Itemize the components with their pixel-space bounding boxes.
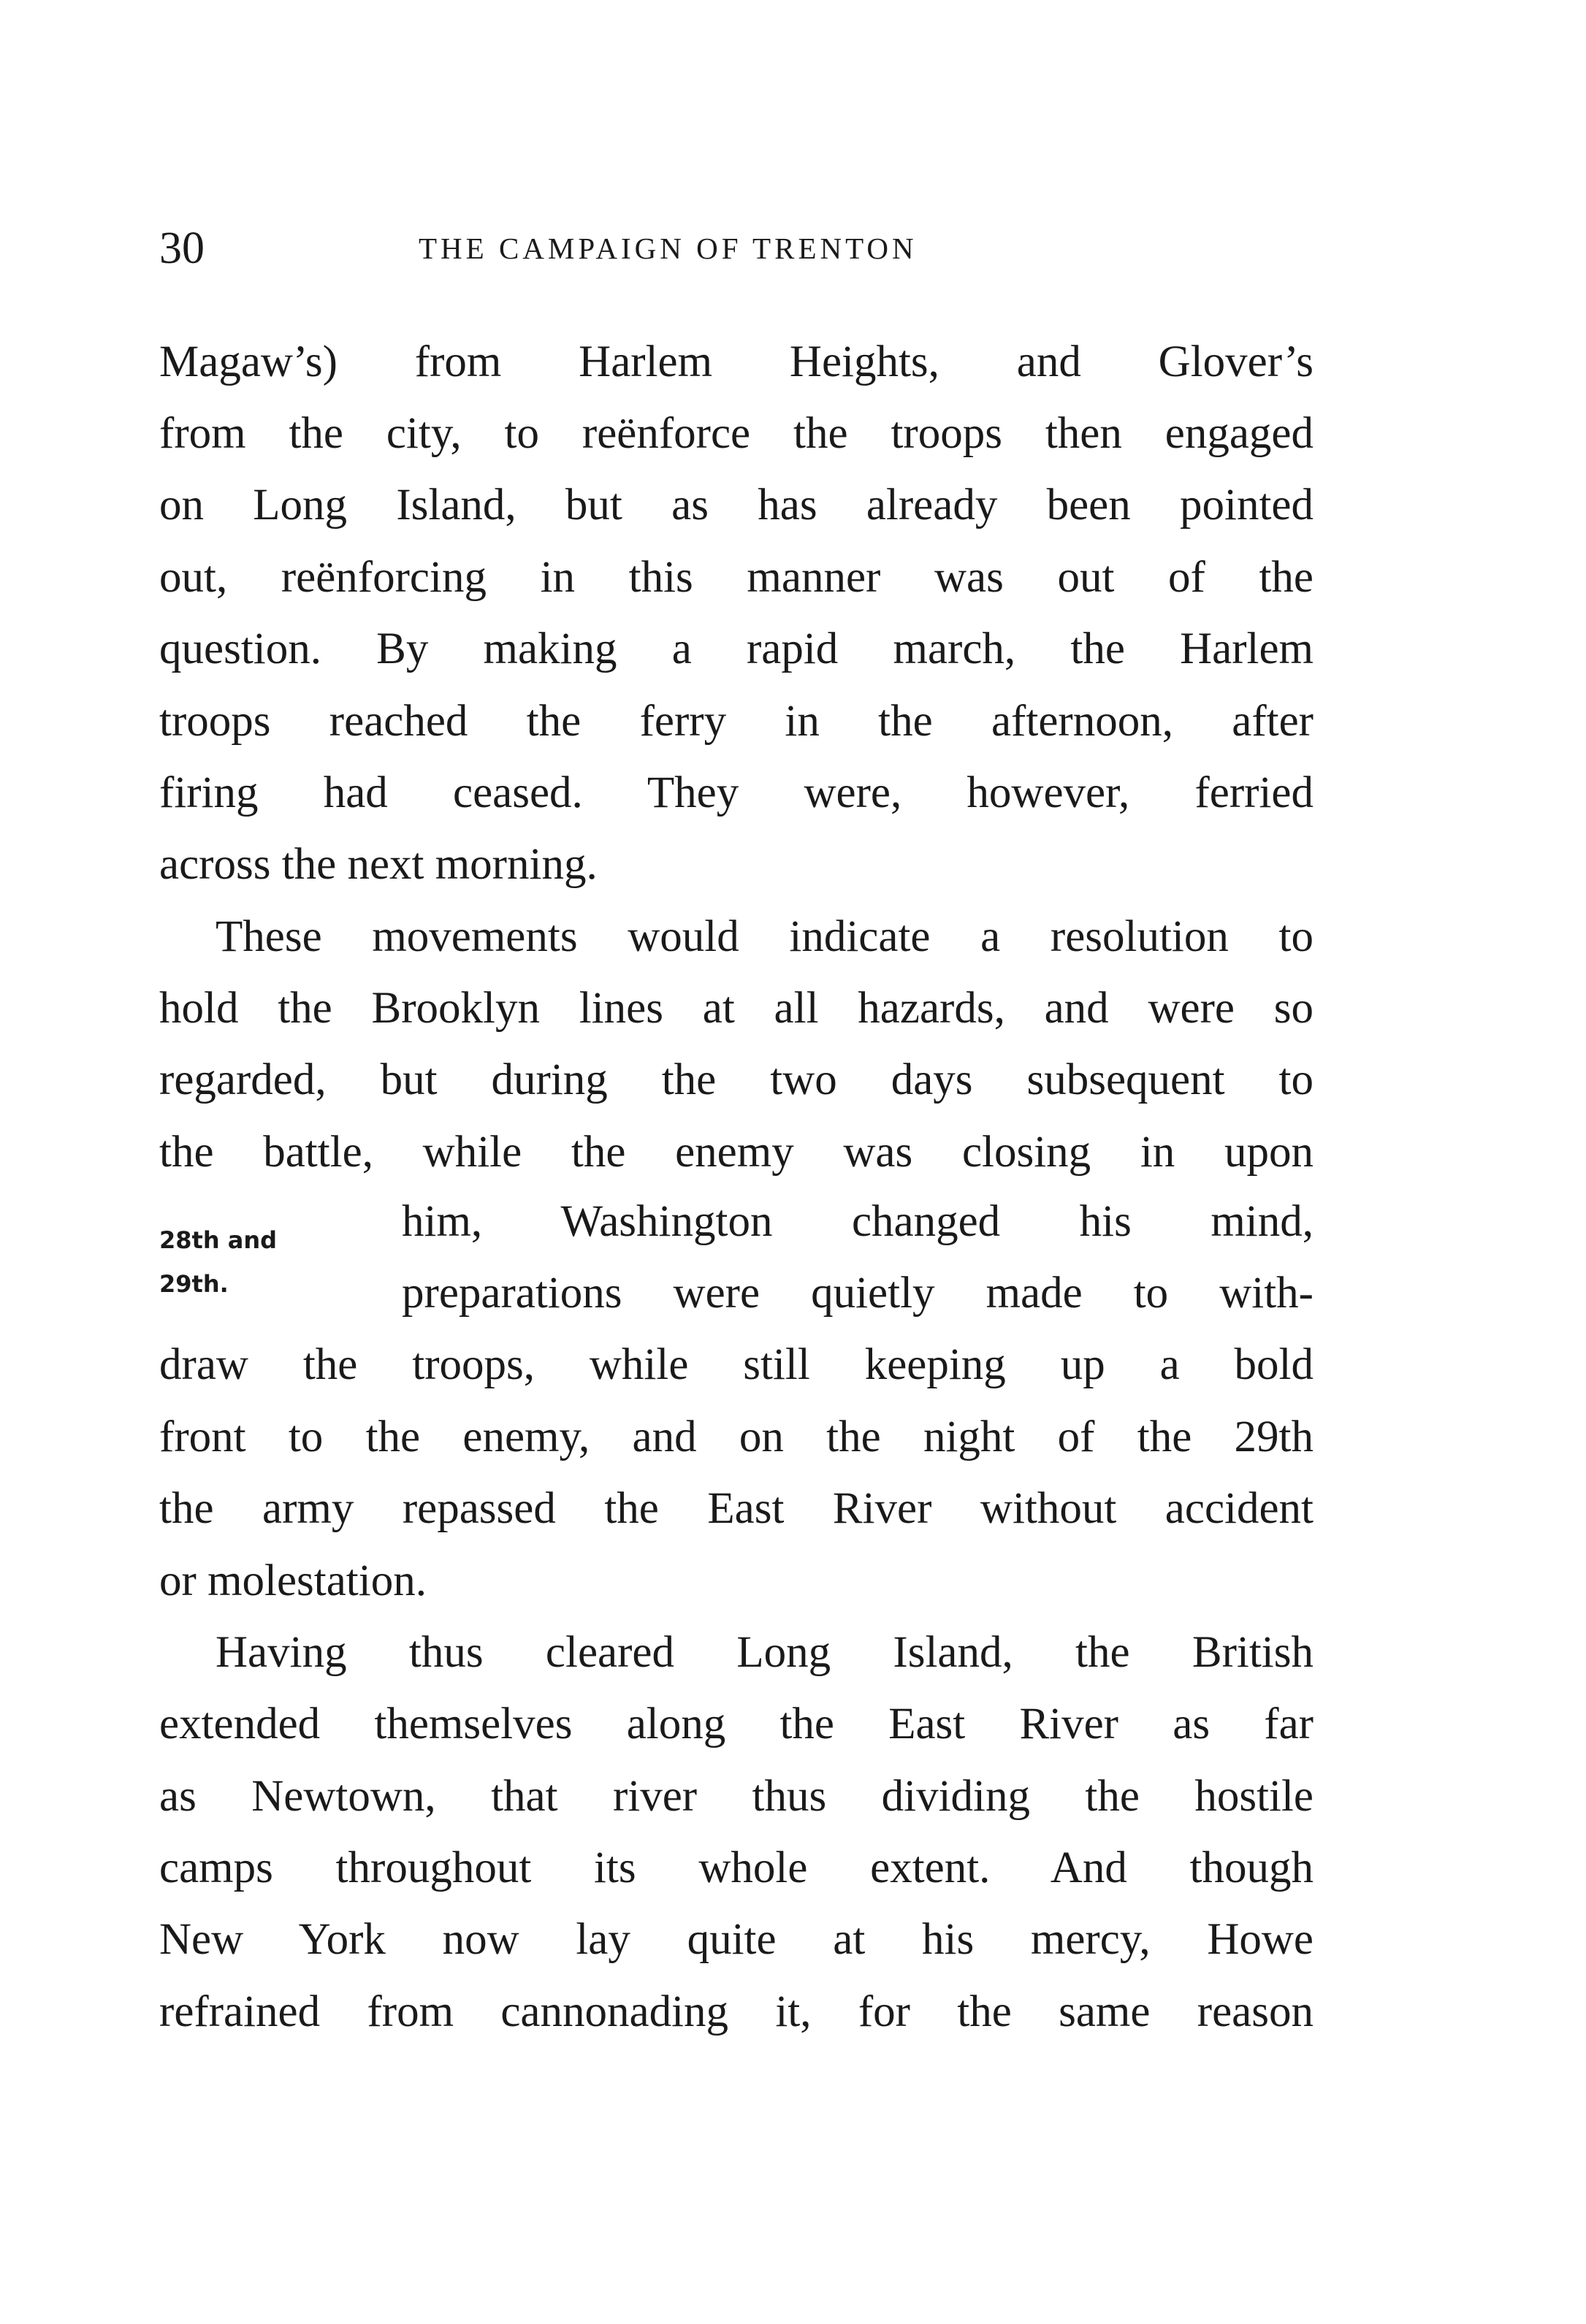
text-line: Having thus cleared Long Island, the British — [216, 1628, 1314, 1677]
text-line: troops reached the ferry in the afternoon, after — [159, 697, 1314, 746]
text-line: preparations were quietly made to with- — [402, 1269, 1314, 1318]
text-line: the army repassed the East River without accident — [159, 1484, 1314, 1533]
text-line: firing had ceased. They were, however, ferried — [159, 768, 1314, 817]
running-head — [159, 219, 1314, 278]
text-line: extended themselves along the East River as far — [159, 1700, 1314, 1748]
text-line: camps throughout its whole extent. And though — [159, 1843, 1314, 1892]
text-line: as Newtown, that river thus dividing the hostile — [159, 1772, 1314, 1821]
marginal-note-line-2: 29th. — [159, 1270, 229, 1298]
text-line: refrained from cannonading it, for the same reason — [159, 1987, 1314, 2036]
page-number: 30 — [159, 223, 205, 273]
text-line: out, reënforcing in this manner was out of the — [159, 553, 1314, 602]
text-line: or molestation. — [159, 1556, 427, 1605]
text-line: draw the troops, while still keeping up a bold — [159, 1340, 1314, 1389]
text-line: the battle, while the enemy was closing in upon — [159, 1128, 1314, 1177]
text-line: Magaw’s) from Harlem Heights, and Glover’s — [159, 337, 1314, 386]
text-line: from the city, to reënforce the troops then engaged — [159, 409, 1314, 458]
text-line: regarded, but during the two days subsequent to — [159, 1055, 1314, 1104]
text-line: across the next morning. — [159, 840, 598, 889]
marginal-note-line-1: 28th and — [159, 1226, 278, 1254]
text-line: New York now lay quite at his mercy, Howe — [159, 1915, 1314, 1964]
text-line: These movements would indicate a resolution to — [216, 912, 1314, 961]
text-line: question. By making a rapid march, the Harlem — [159, 624, 1314, 673]
text-line: him, Washington changed his mind, — [402, 1197, 1314, 1246]
text-line: hold the Brooklyn lines at all hazards, and were so — [159, 984, 1314, 1033]
text-line: on Long Island, but as has already been pointed — [159, 481, 1314, 530]
text-line: front to the enemy, and on the night of the 29th — [159, 1413, 1314, 1461]
running-title: THE CAMPAIGN OF TRENTON — [419, 232, 918, 265]
